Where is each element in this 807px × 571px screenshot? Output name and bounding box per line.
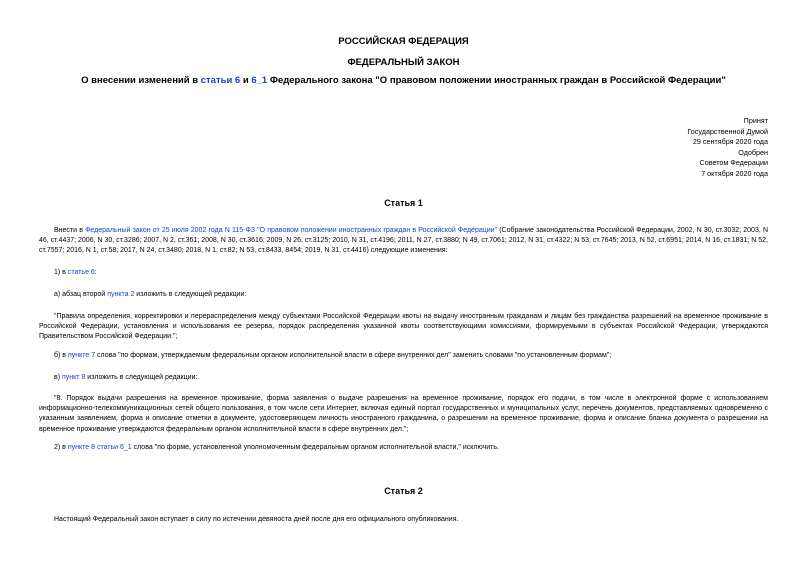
item-1b <box>39 351 768 361</box>
item-1c <box>39 373 768 383</box>
item-2-pre: 2) в <box>54 444 68 451</box>
item-1-link[interactable]: статье 6 <box>67 269 95 276</box>
item-1c-post: изложить в следующей редакции: <box>85 374 198 381</box>
item-1-pre: 1) в <box>54 269 68 276</box>
item-1c-link[interactable]: пункт 8 <box>62 374 86 381</box>
intro-law-link[interactable]: Федеральный закон от 25 июля 2002 года N 115-ФЗ "О правовом положении иностранных граждан в Российской Федерации" <box>85 227 498 234</box>
adoption-line-accepted: Принят <box>743 116 768 125</box>
adoption-line-council-date: 7 октября 2020 года <box>701 168 768 178</box>
item-1c-pre: в) <box>54 374 62 381</box>
title-link-article-6[interactable]: статьи 6 <box>200 75 241 86</box>
item-1b-pre: б) в <box>54 352 68 359</box>
adoption-line-approved: Одобрен <box>738 147 768 157</box>
title-mid: и <box>240 75 252 86</box>
article-2-heading: Статья 2 <box>384 486 423 496</box>
intro-pre: Внести в <box>54 227 86 234</box>
adoption-block <box>687 116 768 180</box>
title-suffix: Федерального закона "О правовом положении иностранных граждан в Российской Федерации" <box>267 75 726 86</box>
quote-1: "Правила определения, корректировки и перераспределения между субъектами Российской Федерации квоты на выдачу иностранным гражданам и лицам без гражданства разрешений на временное проживание в Российской Федерации, установления и использования ее резерва, порядок распределения указанной квоты соответствующими комиссиями, формируемыми в субъектах Российской Федерации, утверждаются Правительством Российской Федерации."; <box>39 313 768 341</box>
item-1-post: : <box>94 269 97 276</box>
document-type-heading: ФЕДЕРАЛЬНЫЙ ЗАКОН <box>347 57 460 68</box>
item-1b-post: слова "по формам, утверждаемым федеральным органом исполнительной власти в сфере внутренних дел" заменить словами "по установленным формам"; <box>95 352 612 359</box>
article-1-intro <box>39 226 768 257</box>
item-2-link[interactable]: пункте 8 статьи 6_1 <box>67 444 132 451</box>
adoption-line-duma-date: 29 сентября 2020 года <box>692 137 768 147</box>
item-2-post: слова "по форме, установленной уполномоченным федеральным органом исполнительной власти," исключить. <box>131 444 499 451</box>
item-1a-link[interactable]: пункта 2 <box>107 291 135 298</box>
title-prefix: О внесении изменений в <box>81 75 201 86</box>
country-heading: РОССИЙСКАЯ ФЕДЕРАЦИЯ <box>338 36 469 47</box>
item-1a-post: изложить в следующей редакции: <box>134 291 247 298</box>
item-1b-link[interactable]: пункте 7 <box>67 352 96 359</box>
law-title <box>0 75 807 86</box>
adoption-line-duma: Государственной Думой <box>687 126 768 136</box>
adoption-line-council: Советом Федерации <box>699 158 768 168</box>
article-1-heading: Статья 1 <box>384 198 423 208</box>
article-2-text: Настоящий Федеральный закон вступает в силу по истечении девяноста дней после дня его официального опубликования. <box>54 516 459 523</box>
item-2 <box>39 443 768 453</box>
item-1a <box>39 290 768 300</box>
item-1 <box>39 268 768 278</box>
quote-2: "8. Порядок выдачи разрешения на временное проживание, форма заявления о выдаче разрешения на временное проживание, порядок его подачи, в том числе в электронной форме с использованием информационно-телекоммуникационных сетей общего пользования, в том числе сети Интернет, включая единый портал государственных и муниципальных услуг, перечень документов, представляемых одновременно с указанным заявлением, форма и описание отметки в документе, удостоверяющем личность иностранного гражданина, о разрешении на временное проживание, форма и описание бланка документа о разрешении на временное проживание утверждаются федеральным органом исполнительной власти в сфере внутренних дел."; <box>39 395 768 433</box>
intro-post: (Собрание законодательства Российской Федерации, 2002, N 30, ст.3032; 2003, N 46, ст.4437; 2006, N 30, ст.3286; 2007, N 2, ст.361; 2008, N 30, ст.3616; 2009, N 26, ст.3125; 2010, N 31, ст.4196; 2011, N 27, ст.3880; N 49, ст.7061; 2012, N 31, ст.4322; N 53, ст.7645; 2013, N 52, ст.6951; 2014, N 16, ст.1831; N 52, ст.7557; 2016, N 1, ст.58; 2017, N 24, ст.3480; 2018, N 1, ст.82; N 53, ст.8433, 8454; 2019, N 31, ст.4416) следующие изменения: <box>39 227 768 255</box>
title-link-article-6-1[interactable]: 6_1 <box>251 75 268 86</box>
item-1a-pre: а) абзац второй <box>54 291 108 298</box>
